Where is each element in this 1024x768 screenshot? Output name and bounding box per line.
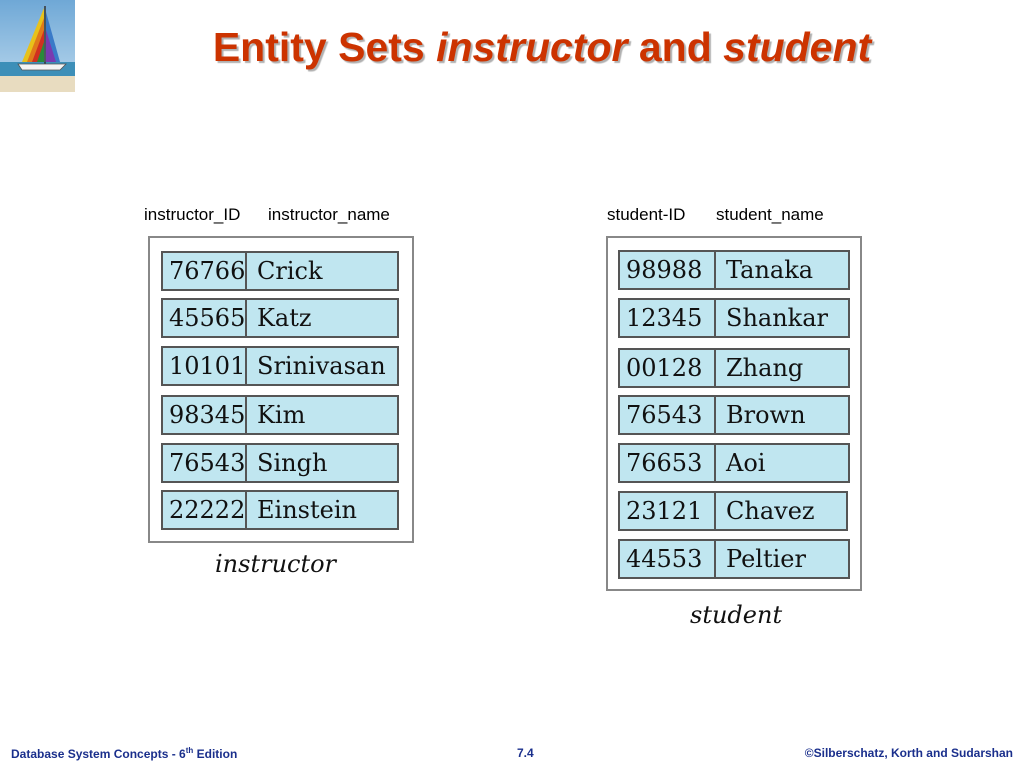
footer-copyright: ©Silberschatz, Korth and Sudarshan — [804, 746, 1013, 760]
student-name-cell: Zhang — [726, 354, 804, 382]
instructor-id-cell: 45565 — [163, 300, 247, 336]
student-id-cell: 44553 — [620, 541, 716, 577]
instructor-id-cell: 22222 — [163, 492, 247, 528]
student-row — [618, 348, 850, 388]
student-id-cell: 76653 — [620, 445, 716, 481]
footer-book-title — [11, 746, 237, 761]
student-row — [618, 298, 850, 338]
title-text-and: and — [627, 24, 724, 70]
instructor-row — [161, 443, 399, 483]
instructor-id-header: instructor_ID — [144, 205, 241, 224]
instructor-row — [161, 395, 399, 435]
title-text-instructor: instructor — [436, 24, 628, 70]
student-row — [618, 443, 850, 483]
footer-book-title-end: Edition — [193, 747, 238, 761]
student-name-cell: Peltier — [726, 545, 806, 573]
instructor-name-cell: Crick — [257, 257, 323, 285]
instructor-id-cell: 76766 — [163, 253, 247, 289]
student-name-cell: Aoi — [726, 449, 766, 477]
instructor-name-cell: Kim — [257, 401, 306, 429]
instructor-row — [161, 298, 399, 338]
instructor-name-cell: Singh — [257, 449, 328, 477]
instructor-name-cell: Srinivasan — [257, 352, 386, 380]
footer-book-title-main: Database System Concepts - 6 — [11, 747, 186, 761]
student-name-cell: Tanaka — [726, 256, 814, 284]
instructor-row — [161, 490, 399, 530]
student-name-header: student_name — [716, 205, 824, 224]
instructor-id-cell: 98345 — [163, 397, 247, 433]
footer-slide-number: 7.4 — [517, 746, 534, 760]
student-row — [618, 395, 850, 435]
instructor-id-cell: 76543 — [163, 445, 247, 481]
instructor-caption: instructor — [215, 550, 337, 578]
slide-title — [0, 24, 1024, 71]
title-text-student: student — [723, 24, 872, 70]
instructor-name-cell: Einstein — [257, 496, 357, 524]
student-row — [618, 491, 848, 531]
title-text-1: Entity Sets — [212, 24, 437, 70]
student-id-cell: 12345 — [620, 300, 716, 336]
student-id-cell: 23121 — [620, 493, 716, 529]
student-entity-set — [606, 236, 862, 591]
slide-footer — [0, 746, 1024, 764]
student-id-header: student-ID — [607, 205, 686, 224]
instructor-row — [161, 346, 399, 386]
student-row — [618, 539, 850, 579]
student-name-cell: Brown — [726, 401, 806, 429]
student-name-cell: Shankar — [726, 304, 828, 332]
student-caption: student — [690, 601, 783, 629]
instructor-entity-set — [148, 236, 414, 543]
instructor-row — [161, 251, 399, 291]
instructor-id-cell: 10101 — [163, 348, 247, 384]
instructor-name-cell: Katz — [257, 304, 312, 332]
student-id-cell: 00128 — [620, 350, 716, 386]
instructor-name-header: instructor_name — [268, 205, 390, 224]
student-id-cell: 76543 — [620, 397, 716, 433]
footer-book-title-sup: th — [185, 746, 194, 755]
student-name-cell: Chavez — [726, 497, 815, 525]
student-id-cell: 98988 — [620, 252, 716, 288]
student-row — [618, 250, 850, 290]
